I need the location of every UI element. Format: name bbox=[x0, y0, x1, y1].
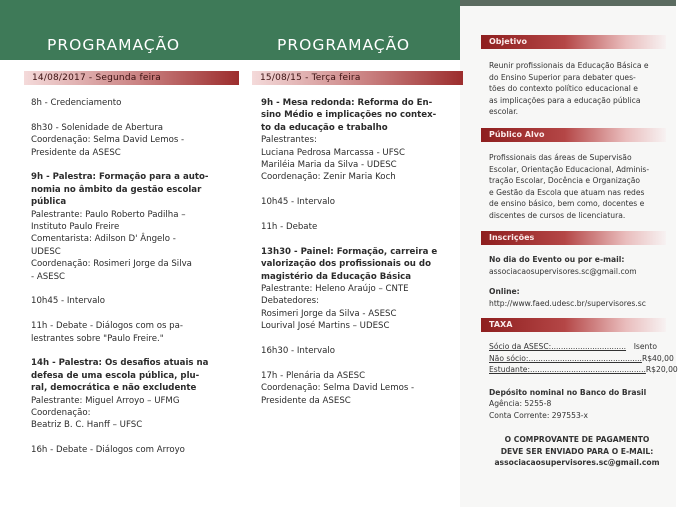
schedule-line: - ASESC bbox=[31, 271, 66, 282]
schedule-line: Beatriz B. C. Hanff – UFSC bbox=[31, 420, 143, 431]
schedule-line: Rosimeri Jorge da Silva - ASESC bbox=[261, 308, 397, 319]
schedule-line: Palestrantes: bbox=[261, 135, 317, 146]
taxa-row bbox=[489, 353, 674, 365]
comprovante-line: DEVE SER ENVIADO PARA O E-MAIL: bbox=[500, 446, 654, 456]
objetivo-line: Reunir profissionais da Educação Básica e bbox=[489, 61, 649, 70]
schedule-line: pública bbox=[31, 197, 67, 208]
schedule-line: Mariléia Maria da Silva - UDESC bbox=[261, 160, 397, 171]
schedule-line: Coordenação: Zenir Maria Koch bbox=[261, 172, 396, 183]
schedule-line: Coordenação: Selma David Lemos - bbox=[31, 135, 185, 146]
schedule-line: 17h - Plenária da ASESC bbox=[261, 370, 366, 381]
schedule-line: Debatedores: bbox=[261, 296, 319, 307]
programacao-title-day2: PROGRAMAÇÃO bbox=[277, 36, 411, 54]
date-bar-day2: 15/08/15 - Terça feira bbox=[252, 71, 463, 85]
schedule-line: 9h - Palestra: Formação para a auto- bbox=[31, 172, 209, 183]
taxa-row-value: Isento bbox=[633, 342, 657, 351]
date-bar-day1: 14/08/2017 - Segunda feira bbox=[24, 71, 239, 85]
schedule-line: 8h - Credenciamento bbox=[31, 98, 122, 108]
taxa-table bbox=[489, 341, 678, 421]
taxa-row bbox=[489, 341, 657, 353]
section-header-objetivo: Objetivo bbox=[481, 35, 666, 49]
schedule-line: Luciana Pedrosa Marcassa - UFSC bbox=[261, 147, 405, 158]
taxa-row-label: Não sócio:............................................... bbox=[489, 353, 642, 363]
schedule-line: Instituto Paulo Freire bbox=[31, 222, 120, 233]
schedule-line: Lourival José Martins – UDESC bbox=[261, 321, 390, 332]
deposito-label: Depósito nominal no Banco do Brasil bbox=[489, 387, 647, 397]
schedule-line: nomia no âmbito da gestão escolar bbox=[31, 184, 202, 195]
taxa-row-label: Sócio da ASESC:............................... bbox=[489, 342, 627, 351]
publico-line: de ensino básico, bem como, docentes e bbox=[489, 199, 645, 208]
schedule-line: 8h30 - Solenidade de Abertura bbox=[31, 122, 164, 133]
schedule-line: 13h30 - Painel: Formação, carreira e bbox=[261, 246, 438, 257]
online-label: Online: bbox=[489, 287, 520, 296]
schedule-line: Palestrante: Miguel Arroyo – UFMG bbox=[31, 395, 180, 406]
schedule-line: UDESC bbox=[31, 246, 61, 257]
taxa-row-value: R$20,00 bbox=[645, 365, 678, 374]
schedule-line: Presidente da ASESC bbox=[261, 395, 351, 406]
agencia-text: Agência: 5255-8 bbox=[489, 399, 552, 408]
day1-schedule bbox=[31, 97, 208, 457]
schedule-line: Coordenação: Selma David Lemos - bbox=[261, 383, 415, 394]
conta-text: Conta Corrente: 297553-x bbox=[489, 410, 589, 420]
schedule-line: Coordenação: Rosimeri Jorge da Silva bbox=[31, 259, 192, 270]
section-header-inscricoes: Inscrições bbox=[481, 231, 666, 245]
schedule-line: Presidente da ASESC bbox=[31, 147, 121, 158]
inscricoes-url-link[interactable]: http://www.faed.udesc.br/supervisores.sc bbox=[489, 298, 646, 308]
schedule-line: 16h30 - Intervalo bbox=[261, 346, 336, 357]
section-header-publico-alvo: Público Alvo bbox=[481, 128, 666, 142]
schedule-line: 10h45 - Intervalo bbox=[261, 197, 336, 208]
comprovante-notice bbox=[482, 434, 672, 469]
schedule-line: lestrantes sobre "Paulo Freire." bbox=[31, 333, 164, 344]
schedule-line: 11h - Debate - Diálogos com os pa- bbox=[31, 321, 184, 332]
taxa-row-label: Estudante:................................................ bbox=[489, 365, 646, 374]
schedule-line: 14h - Palestra: Os desafios atuais na bbox=[31, 358, 209, 369]
section-header-taxa: TAXA bbox=[481, 318, 666, 332]
schedule-line: Comentarista: Adilson D' Ângelo - bbox=[31, 234, 176, 245]
schedule-line: 11h - Debate bbox=[261, 222, 318, 233]
objetivo-text bbox=[489, 60, 649, 118]
inscricoes-text bbox=[489, 254, 646, 309]
schedule-line: Palestrante: Heleno Araújo – CNTE bbox=[261, 284, 409, 295]
programacao-title-day1: PROGRAMAÇÃO bbox=[47, 36, 181, 54]
objetivo-line: do Ensino Superior para debater ques- bbox=[489, 72, 636, 82]
schedule-line: valorização dos profissionais ou do bbox=[261, 259, 431, 270]
publico-line: discentes de cursos de licenciatura. bbox=[489, 210, 626, 220]
schedule-line: 9h - Mesa redonda: Reforma do En- bbox=[261, 98, 433, 108]
schedule-line: Coordenação: bbox=[31, 408, 91, 419]
publico-alvo-text bbox=[489, 152, 649, 221]
publico-line: e Gestão da Escola que atuam nas redes bbox=[489, 187, 645, 197]
taxa-row bbox=[489, 364, 678, 376]
comprovante-email[interactable]: associacaosupervisores.sc@gmail.com bbox=[494, 458, 660, 467]
schedule-line: 16h - Debate - Diálogos com Arroyo bbox=[31, 445, 185, 456]
schedule-line: magistério da Educação Básica bbox=[261, 271, 412, 282]
objetivo-line: escolar. bbox=[489, 107, 519, 116]
objetivo-line: tões do contexto político educacional e bbox=[489, 84, 638, 93]
comprovante-line: O COMPROVANTE DE PAGAMENTO bbox=[504, 435, 650, 444]
schedule-line: to da educação e trabalho bbox=[261, 122, 388, 133]
schedule-line: 10h45 - Intervalo bbox=[31, 296, 106, 307]
inscricoes-email[interactable]: associacaosupervisores.sc@gmail.com bbox=[489, 266, 637, 276]
schedule-line: sino Médio e implicações no contex- bbox=[261, 110, 437, 121]
schedule-line: defesa de uma escola pública, plu- bbox=[31, 370, 200, 381]
taxa-row-value: R$40,00 bbox=[641, 353, 674, 363]
objetivo-line: as implicações para a educação pública bbox=[489, 95, 641, 105]
publico-line: Escolar, Orientação Educacional, Adminis- bbox=[489, 164, 650, 174]
schedule-line: Palestrante: Paulo Roberto Padilha – bbox=[31, 209, 186, 220]
publico-line: Profissionais das áreas de Supervisão bbox=[489, 153, 632, 162]
day2-schedule bbox=[261, 97, 437, 407]
evento-label: No dia do Evento ou por e-mail: bbox=[489, 255, 625, 264]
schedule-line: ral, democrática e não excludente bbox=[31, 383, 197, 394]
publico-line: tração Escolar, Docência e Organização bbox=[489, 176, 640, 185]
